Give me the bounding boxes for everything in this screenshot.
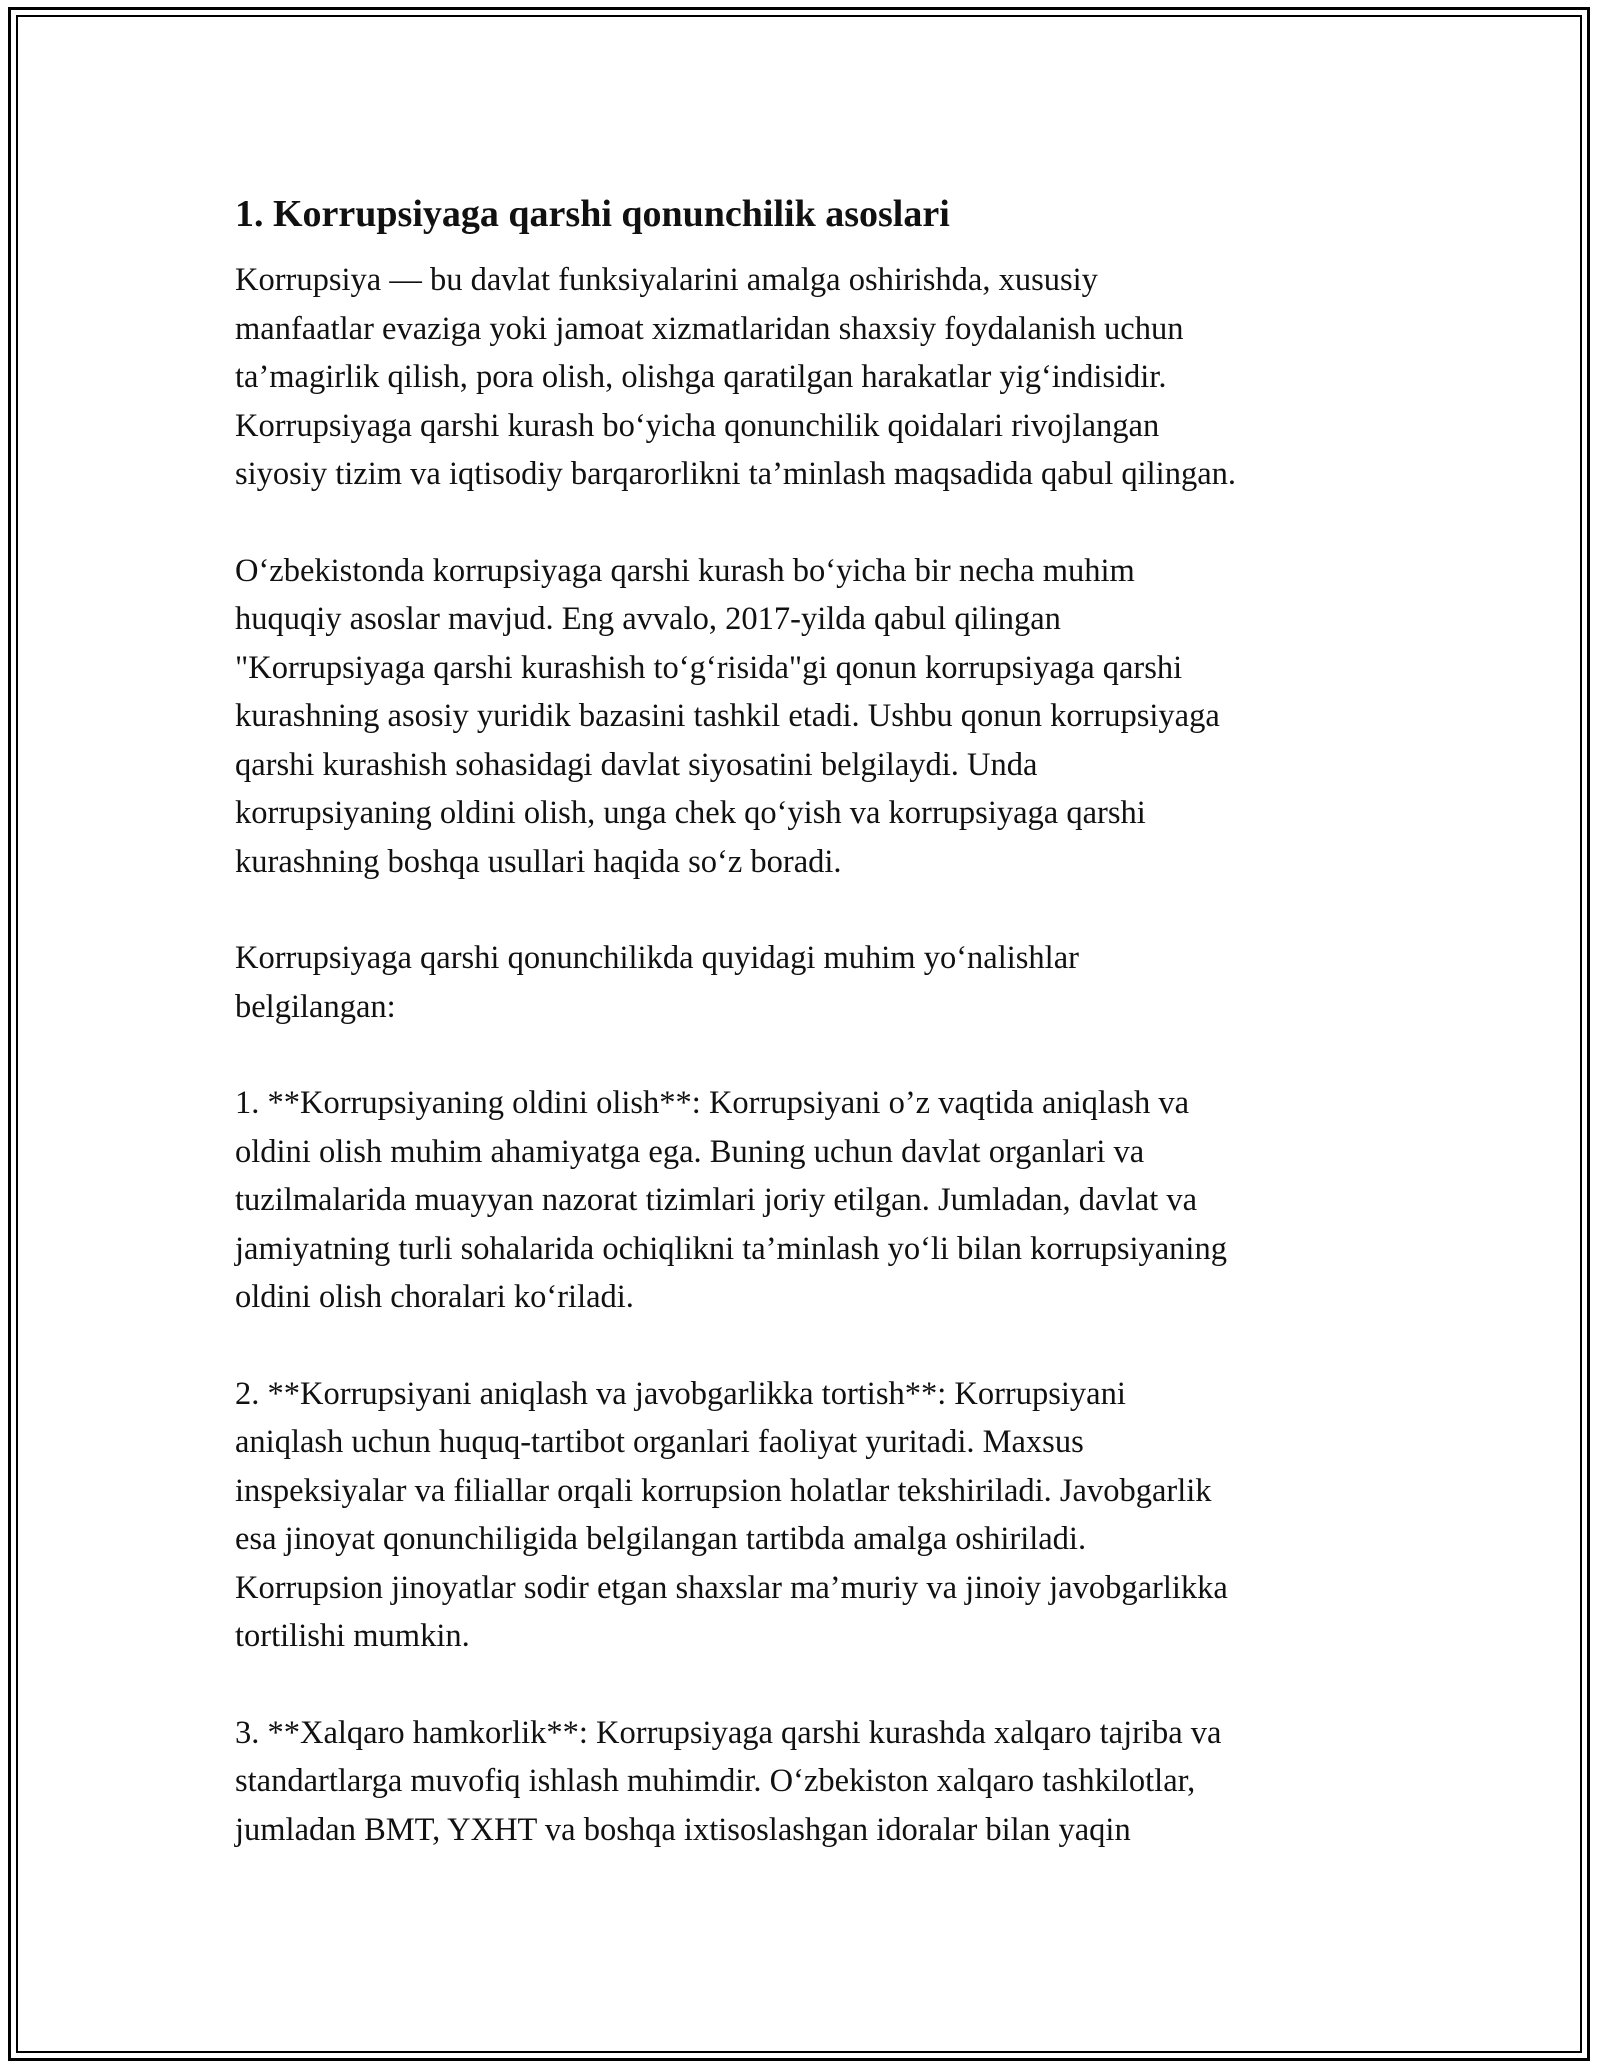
text-line: 3. **Xalqaro hamkorlik**: Korrupsiyaga qarshi kurashda xalqaro tajriba va: [235, 1714, 1222, 1751]
section-heading: 1. Korrupsiyaga qarshi qonunchilik asoslari: [235, 193, 950, 235]
text-line: tuzilmalarida muayyan nazorat tizimlari joriy etilgan. Jumladan, davlat va: [235, 1182, 1198, 1218]
text-line: huquqiy asoslar mavjud. Eng avvalo, 2017-yilda qabul qilingan: [235, 601, 1061, 637]
document-body: [235, 188, 1385, 1902]
text-line: belgilangan:: [235, 988, 396, 1025]
text-line: O‘zbekistonda korrupsiyaga qarshi kurash bo‘yicha bir necha muhim: [235, 552, 1135, 589]
text-line: Korrupsion jinoyatlar sodir etgan shaxslar ma’muriy va jinoiy javobgarlikka: [235, 1569, 1228, 1606]
text-line: aniqlash uchun huquq-tartibot organlari faoliyat yuritadi. Maxsus: [235, 1424, 1084, 1460]
text-line: ta’magirlik qilish, pora olish, olishga qaratilgan harakatlar yig‘indisidir.: [235, 359, 1167, 395]
paragraph-legal-basis: [235, 547, 1385, 887]
text-line: korrupsiyaning oldini olish, unga chek qo‘yish va korrupsiyaga qarshi: [235, 795, 1146, 831]
text-line: Korrupsiya — bu davlat funksiyalarini amalga oshirishda, xususiy: [235, 262, 1098, 298]
text-line: 1. **Korrupsiyaning oldini olish**: Korrupsiyani o’z vaqtida aniqlash va: [235, 1085, 1190, 1121]
list-item-prevention: [235, 1079, 1385, 1322]
text-line: "Korrupsiyaga qarshi kurashish to‘g‘risida"gi qonun korrupsiyaga qarshi: [235, 649, 1183, 686]
text-line: 2. **Korrupsiyani aniqlash va javobgarlikka tortish**: Korrupsiyani: [235, 1375, 1126, 1412]
text-line: Korrupsiyaga qarshi kurash bo‘yicha qonunchilik qoidalari rivojlangan: [235, 407, 1160, 444]
text-line: inspeksiyalar va filiallar orqali korrupsion holatlar tekshiriladi. Javobgarlik: [235, 1472, 1212, 1509]
list-item-international-cooperation: [235, 1709, 1385, 1855]
list-item-detection: [235, 1370, 1385, 1661]
paragraph-definition: [235, 256, 1385, 499]
text-line: esa jinoyat qonunchiligida belgilangan tartibda amalga oshiriladi.: [235, 1521, 1087, 1557]
text-line: kurashning boshqa usullari haqida so‘z boradi.: [235, 843, 842, 880]
text-line: manfaatlar evaziga yoki jamoat xizmatlaridan shaxsiy foydalanish uchun: [235, 310, 1184, 347]
text-line: kurashning asosiy yuridik bazasini tashkil etadi. Ushbu qonun korrupsiyaga: [235, 698, 1220, 734]
text-line: siyosiy tizim va iqtisodiy barqarorlikni ta’minlash maqsadida qabul qilingan.: [235, 456, 1237, 492]
text-line: qarshi kurashish sohasidagi davlat siyosatini belgilaydi. Unda: [235, 746, 1038, 783]
text-line: jamiyatning turli sohalarida ochiqlikni ta’minlash yo‘li bilan korrupsiyaning: [235, 1230, 1227, 1267]
text-line: oldini olish muhim ahamiyatga ega. Buning uchun davlat organlari va: [235, 1133, 1145, 1170]
paragraph-directions-intro: [235, 934, 1385, 1031]
text-line: tortilishi mumkin.: [235, 1618, 470, 1654]
text-line: oldini olish choralari ko‘riladi.: [235, 1279, 634, 1315]
text-line: Korrupsiyaga qarshi qonunchilikda quyidagi muhim yo‘nalishlar: [235, 940, 1079, 976]
text-line: jumladan BMT, YXHT va boshqa ixtisoslashgan idoralar bilan yaqin: [235, 1811, 1131, 1848]
text-line: standartlarga muvofiq ishlash muhimdir. O‘zbekiston xalqaro tashkilotlar,: [235, 1763, 1196, 1799]
